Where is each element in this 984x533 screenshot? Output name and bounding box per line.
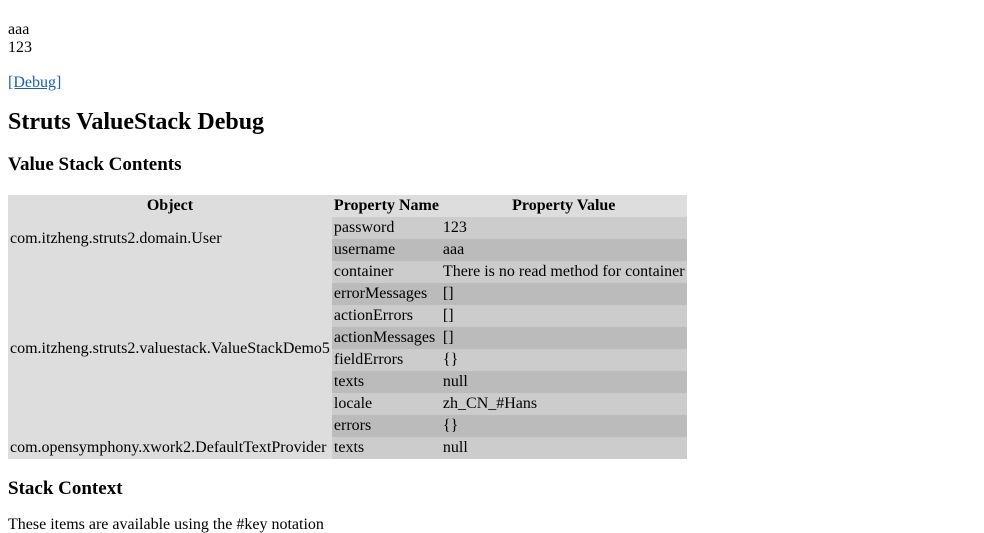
- property-value-cell: []: [441, 327, 687, 349]
- property-value-cell: null: [441, 371, 687, 393]
- header-property-name: Property Name: [332, 195, 441, 217]
- value-stack-table: [8, 195, 687, 459]
- debug-link-container: [8, 74, 984, 92]
- table-row: [8, 261, 687, 283]
- property-value-cell: {}: [441, 349, 687, 371]
- property-name-cell: texts: [332, 371, 441, 393]
- property-name-cell: errors: [332, 415, 441, 437]
- stack-context-heading: Stack Context: [8, 478, 123, 499]
- property-name-cell: locale: [332, 393, 441, 415]
- table-row: [8, 217, 687, 239]
- page-content: [8, 0, 984, 533]
- property-name-cell: username: [332, 239, 441, 261]
- table-header-row: [8, 195, 687, 217]
- property-value-cell: []: [441, 305, 687, 327]
- page-title: Struts ValueStack Debug: [8, 109, 265, 135]
- stack-context-description: These items are available using the #key notation: [8, 516, 324, 533]
- table-row: [8, 437, 687, 459]
- debug-link[interactable]: [Debug]: [8, 74, 62, 91]
- property-name-cell: actionMessages: [332, 327, 441, 349]
- property-value-cell: []: [441, 283, 687, 305]
- property-name-cell: container: [332, 261, 441, 283]
- property-name-cell: errorMessages: [332, 283, 441, 305]
- property-value-cell: null: [441, 437, 687, 459]
- output-line-password: 123: [8, 39, 32, 56]
- object-cell: com.itzheng.struts2.domain.User: [8, 217, 332, 261]
- object-cell: com.itzheng.struts2.valuestack.ValueStackDemo5: [8, 261, 332, 437]
- property-name-cell: password: [332, 217, 441, 239]
- property-name-cell: texts: [332, 437, 441, 459]
- object-cell: com.opensymphony.xwork2.DefaultTextProvider: [8, 437, 332, 459]
- header-property-value: Property Value: [441, 195, 687, 217]
- property-value-cell: {}: [441, 415, 687, 437]
- header-object: Object: [8, 195, 332, 217]
- property-value-cell: 123: [441, 217, 687, 239]
- property-value-cell: There is no read method for container: [441, 261, 687, 283]
- value-stack-heading: Value Stack Contents: [8, 154, 182, 175]
- property-value-cell: aaa: [441, 239, 687, 261]
- output-line-username: aaa: [8, 21, 30, 38]
- property-name-cell: actionErrors: [332, 305, 441, 327]
- property-value-cell: zh_CN_#Hans: [441, 393, 687, 415]
- property-name-cell: fieldErrors: [332, 349, 441, 371]
